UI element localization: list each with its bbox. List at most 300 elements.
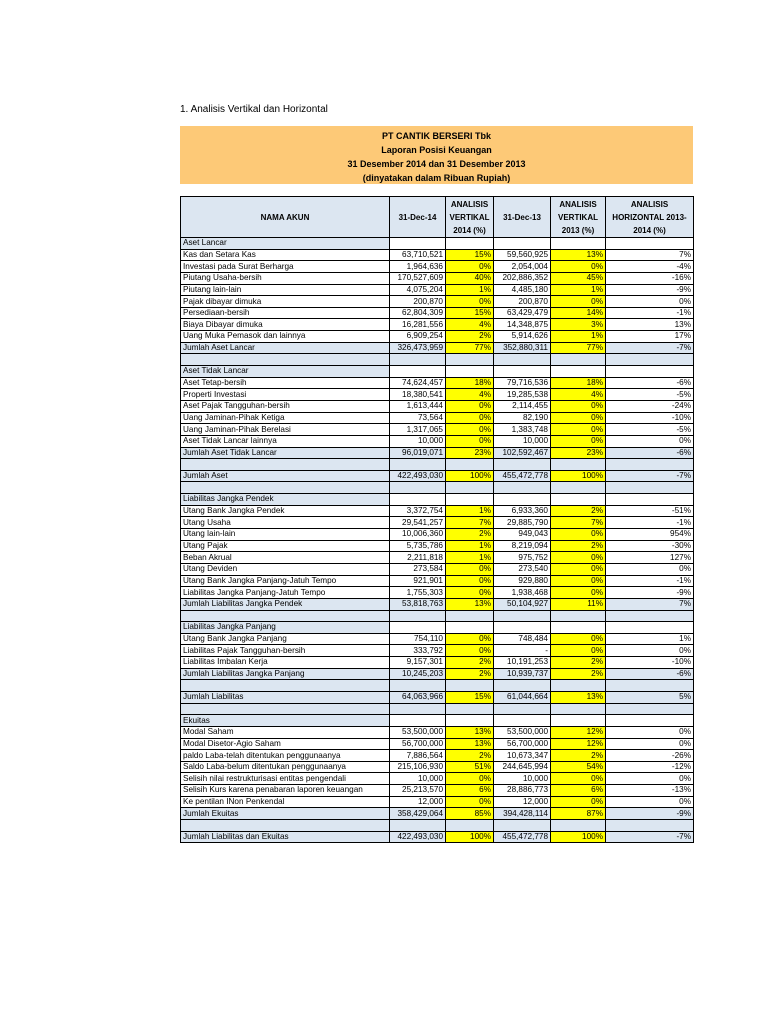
col-header-vertical-2014: ANALISIS VERTIKAL 2014 (%): [446, 197, 494, 238]
cell-vertical-2014: 15%: [446, 691, 494, 703]
cell-value-2014: 64,063,966: [390, 691, 446, 703]
table-header-row: [181, 197, 694, 238]
cell-horizontal: -12%: [606, 761, 694, 773]
account-name: Aset Pajak Tangguhan-bersih: [181, 400, 390, 412]
total-row: [181, 447, 694, 459]
cell-vertical-2014: 0%: [446, 435, 494, 447]
cell-value-2013: 79,716,536: [494, 377, 551, 389]
cell-vertical-2013: 100%: [551, 831, 606, 843]
cell-vertical-2014: 40%: [446, 272, 494, 284]
table-row: [181, 400, 694, 412]
account-name: Modal Saham: [181, 726, 390, 738]
cell-vertical-2013: 18%: [551, 377, 606, 389]
spacer-cell: [446, 482, 494, 494]
total-row: [181, 598, 694, 610]
cell-horizontal: -13%: [606, 785, 694, 797]
account-name: Utang Bank Jangka Panjang-Jatuh Tempo: [181, 575, 390, 587]
table-row: [181, 435, 694, 447]
cell-value-2014: 422,493,030: [390, 831, 446, 843]
spacer-cell: [446, 459, 494, 471]
cell-vertical-2013: [551, 238, 606, 250]
table-row: [181, 750, 694, 762]
spacer-cell: [494, 703, 551, 715]
cell-value-2014: 333,792: [390, 645, 446, 657]
cell-vertical-2013: 0%: [551, 645, 606, 657]
company-name: PT CANTIK BERSERI Tbk: [381, 131, 491, 141]
cell-vertical-2013: 0%: [551, 435, 606, 447]
cell-horizontal: 0%: [606, 435, 694, 447]
account-name: Liabilitas Imbalan Kerja: [181, 657, 390, 669]
cell-value-2013: 5,914,626: [494, 331, 551, 343]
cell-value-2014: 358,429,064: [390, 808, 446, 820]
cell-value-2014: 10,245,203: [390, 668, 446, 680]
cell-value-2013: [494, 238, 551, 250]
account-name: Uang Jaminan-Pihak Berelasi: [181, 424, 390, 436]
cell-vertical-2014: 0%: [446, 261, 494, 273]
spacer-cell: [390, 354, 446, 366]
cell-value-2014: 1,317,065: [390, 424, 446, 436]
cell-vertical-2014: 1%: [446, 552, 494, 564]
table-row: [181, 540, 694, 552]
cell-value-2014: 25,213,570: [390, 785, 446, 797]
cell-vertical-2013: 54%: [551, 761, 606, 773]
section-header-row: [181, 715, 694, 727]
cell-value-2014: 3,372,754: [390, 505, 446, 517]
table-row: [181, 796, 694, 808]
cell-value-2014: [390, 622, 446, 634]
cell-value-2014: 7,886,564: [390, 750, 446, 762]
table-row: [181, 296, 694, 308]
spacer-cell: [551, 354, 606, 366]
cell-vertical-2014: [446, 622, 494, 634]
cell-horizontal: -10%: [606, 412, 694, 424]
account-name: Utang Bank Jangka Pendek: [181, 505, 390, 517]
spacer-cell: [446, 610, 494, 622]
col-header-2014: 31-Dec-14: [390, 197, 446, 238]
spacer-cell: [390, 703, 446, 715]
spacer-row: [181, 703, 694, 715]
cell-vertical-2013: 2%: [551, 668, 606, 680]
spacer-cell: [606, 482, 694, 494]
cell-vertical-2013: 0%: [551, 296, 606, 308]
cell-value-2013: 10,000: [494, 773, 551, 785]
cell-vertical-2014: 1%: [446, 505, 494, 517]
cell-value-2014: 754,110: [390, 633, 446, 645]
cell-vertical-2013: 2%: [551, 750, 606, 762]
cell-vertical-2014: 100%: [446, 470, 494, 482]
cell-vertical-2013: 2%: [551, 540, 606, 552]
spacer-cell: [181, 680, 390, 692]
table-row: [181, 331, 694, 343]
cell-vertical-2014: 0%: [446, 587, 494, 599]
table-row: [181, 633, 694, 645]
cell-horizontal: 0%: [606, 296, 694, 308]
cell-value-2013: 56,700,000: [494, 738, 551, 750]
table-row: [181, 261, 694, 273]
account-name: Utang lain-lain: [181, 529, 390, 541]
cell-horizontal: 13%: [606, 319, 694, 331]
cell-vertical-2013: 0%: [551, 587, 606, 599]
col-header-name: NAMA AKUN: [181, 197, 390, 238]
cell-vertical-2014: 51%: [446, 761, 494, 773]
cell-vertical-2013: 0%: [551, 261, 606, 273]
cell-value-2013: 244,645,994: [494, 761, 551, 773]
cell-vertical-2013: 45%: [551, 272, 606, 284]
cell-value-2013: 53,500,000: [494, 726, 551, 738]
cell-vertical-2013: 2%: [551, 657, 606, 669]
cell-value-2014: 53,500,000: [390, 726, 446, 738]
cell-vertical-2014: 23%: [446, 447, 494, 459]
cell-vertical-2013: 2%: [551, 505, 606, 517]
spacer-cell: [181, 482, 390, 494]
account-name: Investasi pada Surat Berharga: [181, 261, 390, 273]
cell-vertical-2013: 7%: [551, 517, 606, 529]
cell-horizontal: 0%: [606, 738, 694, 750]
cell-value-2014: 1,964,636: [390, 261, 446, 273]
cell-horizontal: -51%: [606, 505, 694, 517]
cell-value-2014: 62,804,309: [390, 307, 446, 319]
account-name: Piutang Usaha-bersih: [181, 272, 390, 284]
cell-horizontal: -9%: [606, 808, 694, 820]
cell-value-2014: 215,106,930: [390, 761, 446, 773]
cell-vertical-2013: 0%: [551, 552, 606, 564]
cell-vertical-2014: [446, 238, 494, 250]
account-name: Utang Usaha: [181, 517, 390, 529]
table-row: [181, 505, 694, 517]
cell-value-2013: 455,472,778: [494, 831, 551, 843]
cell-vertical-2014: 4%: [446, 389, 494, 401]
spacer-cell: [446, 703, 494, 715]
cell-vertical-2014: [446, 494, 494, 506]
spacer-cell: [551, 482, 606, 494]
cell-vertical-2013: [551, 715, 606, 727]
account-name: Jumlah Liabilitas dan Ekuitas: [181, 831, 390, 843]
account-name: Selisih Kurs karena penabaran laporen keuangan: [181, 785, 390, 797]
spacer-cell: [494, 482, 551, 494]
cell-horizontal: 0%: [606, 726, 694, 738]
cell-value-2013: 1,938,468: [494, 587, 551, 599]
spacer-cell: [390, 680, 446, 692]
cell-value-2014: 56,700,000: [390, 738, 446, 750]
cell-horizontal: -5%: [606, 424, 694, 436]
cell-vertical-2014: 13%: [446, 726, 494, 738]
cell-horizontal: -1%: [606, 575, 694, 587]
cell-vertical-2014: 100%: [446, 831, 494, 843]
cell-vertical-2013: 13%: [551, 249, 606, 261]
cell-value-2014: [390, 238, 446, 250]
cell-value-2014: 10,000: [390, 773, 446, 785]
spacer-cell: [606, 820, 694, 832]
cell-horizontal: -1%: [606, 517, 694, 529]
cell-value-2014: 12,000: [390, 796, 446, 808]
cell-horizontal: -1%: [606, 307, 694, 319]
cell-value-2013: 82,190: [494, 412, 551, 424]
cell-value-2013: 1,383,748: [494, 424, 551, 436]
cell-value-2013: 352,880,311: [494, 342, 551, 354]
cell-vertical-2014: 1%: [446, 284, 494, 296]
cell-value-2014: 73,564: [390, 412, 446, 424]
account-name: Utang Pajak: [181, 540, 390, 552]
cell-vertical-2013: 12%: [551, 726, 606, 738]
table-row: [181, 389, 694, 401]
cell-value-2014: 53,818,763: [390, 598, 446, 610]
cell-horizontal: -6%: [606, 668, 694, 680]
table-row: [181, 272, 694, 284]
cell-value-2013: [494, 622, 551, 634]
cell-value-2014: 10,006,360: [390, 529, 446, 541]
cell-value-2013: 8,219,094: [494, 540, 551, 552]
cell-value-2014: 4,075,204: [390, 284, 446, 296]
cell-vertical-2014: 2%: [446, 331, 494, 343]
report-period: 31 Desember 2014 dan 31 Desember 2013: [347, 159, 526, 169]
cell-vertical-2013: 23%: [551, 447, 606, 459]
cell-vertical-2013: 0%: [551, 773, 606, 785]
cell-value-2014: 63,710,521: [390, 249, 446, 261]
table-row: [181, 726, 694, 738]
spacer-cell: [606, 459, 694, 471]
account-name: Jumlah Liabilitas Jangka Pendek: [181, 598, 390, 610]
section-title: Aset Tidak Lancar: [181, 366, 390, 378]
cell-horizontal: -10%: [606, 657, 694, 669]
cell-vertical-2014: 0%: [446, 575, 494, 587]
cell-value-2014: 921,901: [390, 575, 446, 587]
spacer-cell: [181, 610, 390, 622]
col-header-horizontal: ANALISIS HORIZONTAL 2013-2014 (%): [606, 197, 694, 238]
cell-value-2014: 6,909,254: [390, 331, 446, 343]
cell-value-2013: 4,485,180: [494, 284, 551, 296]
section-title: Aset Lancar: [181, 238, 390, 250]
cell-horizontal: [606, 238, 694, 250]
cell-vertical-2013: 0%: [551, 400, 606, 412]
cell-value-2013: 200,870: [494, 296, 551, 308]
cell-value-2014: 273,584: [390, 563, 446, 575]
table-row: [181, 645, 694, 657]
section-header-row: [181, 366, 694, 378]
cell-vertical-2014: 6%: [446, 785, 494, 797]
cell-horizontal: -6%: [606, 377, 694, 389]
spacer-cell: [181, 354, 390, 366]
cell-horizontal: 0%: [606, 773, 694, 785]
cell-horizontal: 5%: [606, 691, 694, 703]
cell-vertical-2014: 13%: [446, 598, 494, 610]
table-row: [181, 563, 694, 575]
spacer-cell: [606, 610, 694, 622]
cell-vertical-2013: 11%: [551, 598, 606, 610]
table-row: [181, 785, 694, 797]
cell-value-2014: 10,000: [390, 435, 446, 447]
report-name: Laporan Posisi Keuangan: [381, 145, 492, 155]
cell-value-2014: 200,870: [390, 296, 446, 308]
cell-value-2014: 9,157,301: [390, 657, 446, 669]
cell-value-2014: 2,211,818: [390, 552, 446, 564]
cell-value-2013: 949,043: [494, 529, 551, 541]
account-name: Liabilitas Pajak Tangguhan-bersih: [181, 645, 390, 657]
account-name: Selisih nilai restrukturisasi entitas pengendali: [181, 773, 390, 785]
cell-horizontal: -7%: [606, 470, 694, 482]
cell-vertical-2013: 12%: [551, 738, 606, 750]
account-name: Uang Jaminan-Pihak Ketiga: [181, 412, 390, 424]
spacer-cell: [390, 459, 446, 471]
cell-horizontal: 7%: [606, 598, 694, 610]
cell-vertical-2014: 4%: [446, 319, 494, 331]
spacer-row: [181, 680, 694, 692]
account-name: Uang Muka Pemasok dan lainnya: [181, 331, 390, 343]
cell-horizontal: 17%: [606, 331, 694, 343]
cell-vertical-2013: 87%: [551, 808, 606, 820]
cell-value-2014: [390, 715, 446, 727]
cell-horizontal: 127%: [606, 552, 694, 564]
balance-sheet-table-wrapper: [180, 196, 693, 843]
cell-value-2013: 2,054,004: [494, 261, 551, 273]
cell-value-2013: [494, 366, 551, 378]
cell-horizontal: 7%: [606, 249, 694, 261]
spacer-cell: [551, 820, 606, 832]
cell-value-2014: 1,755,303: [390, 587, 446, 599]
table-row: [181, 657, 694, 669]
cell-value-2014: 29,541,257: [390, 517, 446, 529]
account-name: Modal Disetor-Agio Saham: [181, 738, 390, 750]
section-title: Liabilitas Jangka Panjang: [181, 622, 390, 634]
cell-value-2013: 61,044,664: [494, 691, 551, 703]
cell-horizontal: [606, 622, 694, 634]
cell-horizontal: 954%: [606, 529, 694, 541]
cell-value-2014: [390, 494, 446, 506]
cell-vertical-2013: [551, 366, 606, 378]
spacer-cell: [181, 703, 390, 715]
account-name: Persediaan-bersih: [181, 307, 390, 319]
section-title: Liabilitas Jangka Pendek: [181, 494, 390, 506]
cell-vertical-2013: 0%: [551, 633, 606, 645]
account-name: Utang Bank Jangka Panjang: [181, 633, 390, 645]
cell-value-2014: 1,613,444: [390, 400, 446, 412]
cell-value-2013: 394,428,114: [494, 808, 551, 820]
account-name: Properti Investasi: [181, 389, 390, 401]
table-row: [181, 529, 694, 541]
spacer-cell: [181, 820, 390, 832]
balance-sheet-table: [180, 196, 694, 843]
cell-horizontal: -5%: [606, 389, 694, 401]
cell-vertical-2014: 0%: [446, 424, 494, 436]
cell-vertical-2013: 0%: [551, 424, 606, 436]
table-row: [181, 761, 694, 773]
cell-vertical-2013: 13%: [551, 691, 606, 703]
total-row: [181, 691, 694, 703]
cell-vertical-2014: [446, 366, 494, 378]
account-name: Jumlah Aset Lancar: [181, 342, 390, 354]
cell-vertical-2014: 2%: [446, 657, 494, 669]
cell-vertical-2014: 0%: [446, 633, 494, 645]
cell-vertical-2014: 0%: [446, 773, 494, 785]
cell-value-2013: 455,472,778: [494, 470, 551, 482]
cell-vertical-2014: 0%: [446, 412, 494, 424]
cell-value-2013: 102,592,467: [494, 447, 551, 459]
cell-horizontal: -9%: [606, 284, 694, 296]
cell-value-2014: 326,473,959: [390, 342, 446, 354]
cell-value-2013: -: [494, 645, 551, 657]
cell-value-2014: [390, 366, 446, 378]
table-row: [181, 517, 694, 529]
cell-value-2013: [494, 494, 551, 506]
cell-value-2013: 50,104,927: [494, 598, 551, 610]
cell-horizontal: 1%: [606, 633, 694, 645]
total-row: [181, 342, 694, 354]
account-name: Biaya Dibayar dimuka: [181, 319, 390, 331]
cell-value-2013: 12,000: [494, 796, 551, 808]
spacer-cell: [446, 354, 494, 366]
spacer-row: [181, 459, 694, 471]
spacer-row: [181, 482, 694, 494]
cell-vertical-2014: 0%: [446, 796, 494, 808]
spacer-cell: [446, 680, 494, 692]
cell-vertical-2014: 2%: [446, 668, 494, 680]
cell-value-2013: 929,880: [494, 575, 551, 587]
cell-vertical-2013: [551, 494, 606, 506]
cell-value-2013: 6,933,360: [494, 505, 551, 517]
spacer-cell: [551, 703, 606, 715]
spacer-cell: [390, 820, 446, 832]
spacer-cell: [606, 354, 694, 366]
spacer-cell: [181, 459, 390, 471]
table-row: [181, 552, 694, 564]
cell-value-2013: [494, 715, 551, 727]
report-unit-note: (dinyatakan dalam Ribuan Rupiah): [362, 173, 511, 183]
section-title: Ekuitas: [181, 715, 390, 727]
table-body: [181, 238, 694, 843]
cell-value-2013: 59,560,925: [494, 249, 551, 261]
cell-value-2013: 29,885,790: [494, 517, 551, 529]
cell-horizontal: 0%: [606, 645, 694, 657]
account-name: Kas dan Setara Kas: [181, 249, 390, 261]
cell-vertical-2014: 0%: [446, 296, 494, 308]
spacer-cell: [606, 680, 694, 692]
spacer-cell: [494, 459, 551, 471]
spacer-cell: [551, 610, 606, 622]
spacer-cell: [446, 820, 494, 832]
table-row: [181, 738, 694, 750]
page-heading: 1. Analisis Vertikal dan Horizontal: [180, 104, 328, 115]
cell-vertical-2013: 0%: [551, 529, 606, 541]
cell-value-2014: 18,380,541: [390, 389, 446, 401]
table-row: [181, 412, 694, 424]
cell-value-2013: 28,886,773: [494, 785, 551, 797]
report-title-box: [180, 126, 693, 184]
cell-horizontal: 0%: [606, 796, 694, 808]
table-row: [181, 307, 694, 319]
cell-horizontal: [606, 715, 694, 727]
account-name: Jumlah Liabilitas: [181, 691, 390, 703]
cell-vertical-2014: 15%: [446, 249, 494, 261]
cell-vertical-2013: 6%: [551, 785, 606, 797]
cell-value-2014: 170,527,609: [390, 272, 446, 284]
spacer-cell: [606, 703, 694, 715]
cell-vertical-2013: 3%: [551, 319, 606, 331]
col-header-vertical-2013: ANALISIS VERTIKAL 2013 (%): [551, 197, 606, 238]
spacer-cell: [390, 610, 446, 622]
cell-vertical-2013: 0%: [551, 575, 606, 587]
spacer-cell: [390, 482, 446, 494]
cell-value-2013: 273,540: [494, 563, 551, 575]
account-name: Jumlah Ekuitas: [181, 808, 390, 820]
cell-vertical-2013: 100%: [551, 470, 606, 482]
table-row: [181, 575, 694, 587]
spacer-cell: [551, 459, 606, 471]
col-header-2013: 31-Dec-13: [494, 197, 551, 238]
cell-vertical-2014: 2%: [446, 529, 494, 541]
cell-vertical-2013: 0%: [551, 796, 606, 808]
cell-vertical-2014: [446, 715, 494, 727]
section-header-row: [181, 494, 694, 506]
account-name: Pajak dibayar dimuka: [181, 296, 390, 308]
